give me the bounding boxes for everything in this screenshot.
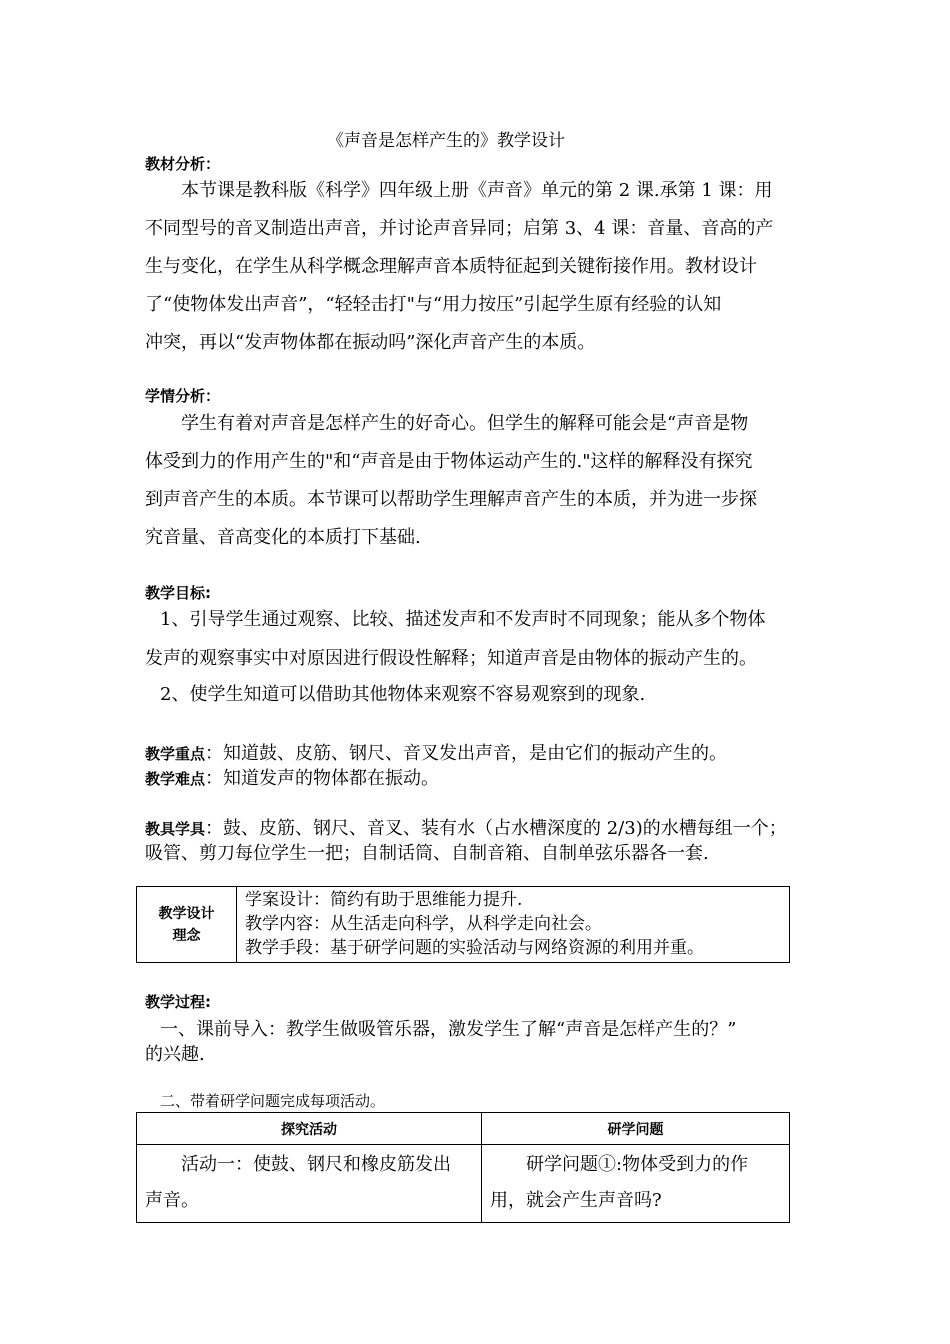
activity-line1: 活动一：使鼓、钢尺和橡皮筋发出 <box>181 1154 451 1175</box>
goals-line: 发声的观察事实中对原因进行假设性解释；知道声音是由物体的振动产生的。 <box>145 648 757 669</box>
material-line: 冲突，再以“发声物体都在振动吗”深化声音产生的本质。 <box>145 332 596 353</box>
philosophy-label-line2: 理念 <box>172 927 201 944</box>
students-line: 究音量、音高变化的本质打下基础. <box>145 527 421 548</box>
students-line: 到声音产生的本质。本节课可以帮助学生理解声音产生的本质，并为进一步探 <box>145 489 757 510</box>
document-title: 《声音是怎样产生的》教学设计 <box>327 131 565 151</box>
tools-line <box>145 814 787 840</box>
activity-line2: 声音。 <box>145 1190 199 1211</box>
question-line1: 研学问题①:物体受到力的作 <box>526 1154 749 1175</box>
goals-heading: 教学目标: <box>145 584 211 602</box>
difficulty <box>145 764 439 790</box>
tools-label: 教具学具 <box>145 820 206 838</box>
key-point-label: 教学重点 <box>145 745 206 763</box>
key-point <box>145 739 727 765</box>
question-line2: 用，就会产生声音吗? <box>490 1190 662 1211</box>
process-part2: 二、带着研学问题完成每项活动。 <box>160 1092 386 1110</box>
difficulty-label: 教学难点 <box>145 770 206 788</box>
difficulty-text: ：知道发声的物体都在振动。 <box>205 768 440 789</box>
material-line: 不同型号的音叉制造出声音，并讨论声音异同；启第 3、4 课：音量、音高的产 <box>145 218 774 239</box>
process-intro-line2: 的兴趣. <box>145 1044 205 1065</box>
philosophy-content-cell <box>237 887 790 963</box>
material-line: 了“使物体发出声音”，“轻轻击打"与“用力按压”引起学生原有经验的认知 <box>145 294 722 315</box>
goals-line: 2、使学生知道可以借助其他物体来观察不容易观察到的现象. <box>160 684 646 705</box>
key-point-text: ：知道鼓、皮筋、钢尺、音叉发出声音，是由它们的振动产生的。 <box>205 743 728 764</box>
activity-header: 探究活动 <box>281 1121 337 1138</box>
activity-table <box>136 1112 790 1223</box>
question-header-cell <box>482 1113 790 1145</box>
students-heading: 学情分析： <box>145 387 221 405</box>
question-cell <box>482 1145 790 1223</box>
material-line: 本节课是教科版《科学》四年级上册《声音》单元的第 2 课.承第 1 课：用 <box>181 180 773 201</box>
material-line: 生与变化，在学生从科学概念理解声音本质特征起到关键衔接作用。教材设计 <box>145 256 757 277</box>
activity-cell <box>137 1145 482 1223</box>
process-heading: 教学过程: <box>145 993 211 1011</box>
students-line: 体受到力的作用产生的"和“声音是由于物体运动产生的."这样的解释没有探究 <box>145 451 753 472</box>
philosophy-table <box>136 886 790 963</box>
tools-text: ：鼓、皮筋、钢尺、音叉、装有水（占水槽深度的 2/3)的水槽每组一个； <box>205 818 787 839</box>
goals-line: 1、引导学生通过观察、比较、描述发声和不发声时不同现象；能从多个物体 <box>160 609 766 630</box>
philosophy-row: 教学手段：基于研学问题的实验活动与网络资源的利用并重。 <box>245 938 704 958</box>
material-heading: 教材分析： <box>145 155 221 173</box>
philosophy-label-line1: 教学设计 <box>158 905 215 922</box>
process-intro-line1: 一、课前导入：教学生做吸管乐器，激发学生了解“声音是怎样产生的？” <box>160 1019 737 1040</box>
philosophy-row: 教学内容：从生活走向科学，从科学走向社会。 <box>245 914 602 934</box>
philosophy-label-cell <box>137 887 237 963</box>
students-line: 学生有着对声音是怎样产生的好奇心。但学生的解释可能会是“声音是物 <box>181 413 749 434</box>
philosophy-row: 学案设计：简约有助于思维能力提升. <box>245 890 523 910</box>
activity-header-cell <box>137 1113 482 1145</box>
question-header: 研学问题 <box>607 1121 664 1138</box>
tools-line-2: 吸管、剪刀每位学生一把；自制话筒、自制音箱、自制单弦乐器各一套. <box>145 843 709 864</box>
